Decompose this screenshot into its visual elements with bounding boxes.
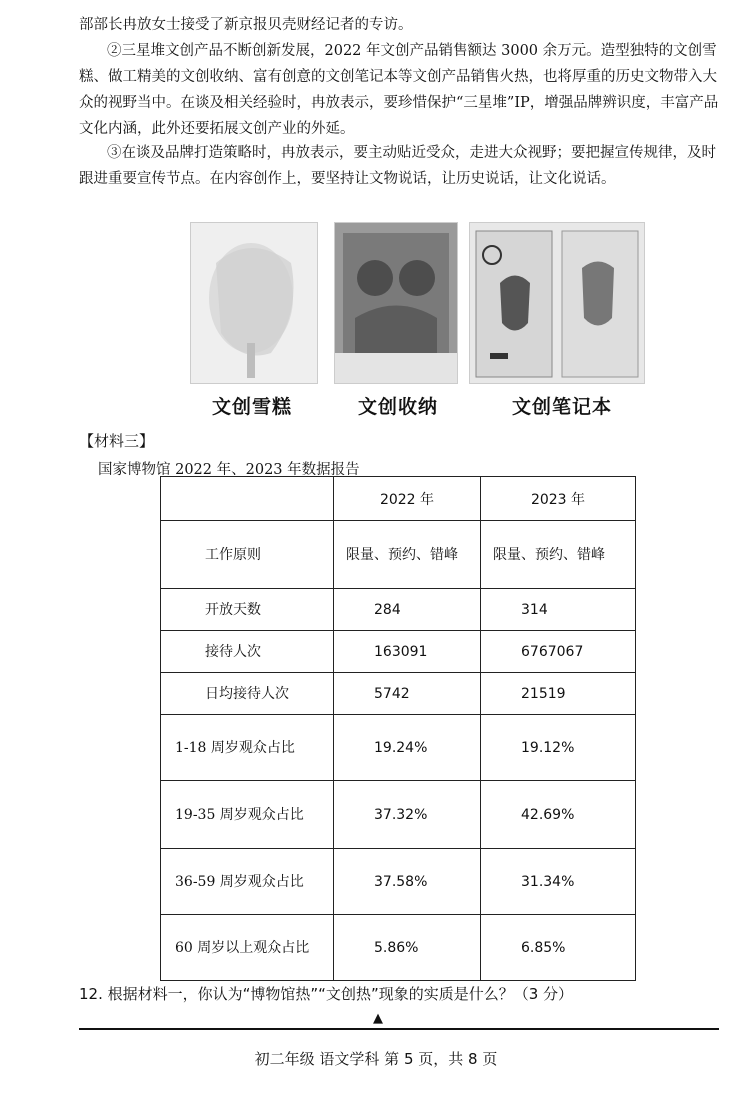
cell-2022: 5.86% — [334, 915, 481, 981]
header-cell-empty — [161, 477, 334, 521]
storage-box-photo — [334, 222, 458, 384]
table-row — [161, 915, 636, 981]
notebook-photo — [469, 222, 645, 384]
row-label: 工作原则 — [161, 521, 334, 589]
cell-2023: 限量、预约、错峰 — [481, 521, 636, 589]
table-row — [161, 631, 636, 673]
continue-triangle-icon: ▲ — [373, 1011, 383, 1026]
table-row — [161, 715, 636, 781]
cell-2022: 163091 — [334, 631, 481, 673]
table-row — [161, 781, 636, 849]
ice-cream-photo — [190, 222, 318, 384]
table-row — [161, 521, 636, 589]
cell-2022: 37.32% — [334, 781, 481, 849]
header-cell-2022: 2022 年 — [334, 477, 481, 521]
caption-notebook: 文创笔记本 — [512, 396, 613, 418]
paragraph-2: ②三星堆文创产品不断创新发展，2022 年文创产品销售额达 3000 余万元。造型独特的文创雪糕、做工精美的文创收纳、富有创意的文创笔记本等文创产品销售火热，也将厚重的历史文物带入大众的视野当中。在谈及相关经验时，冉放表示，要珍惜保护“三星堆”IP，增强品牌辨识度，丰富产品文化内涵，此外还要拓展文创产业的外延。 — [79, 43, 719, 137]
report-title: 国家博物馆 2022 年、2023 年数据报告 — [98, 462, 360, 478]
row-label: 日均接待人次 — [161, 673, 334, 715]
cell-2022: 37.58% — [334, 849, 481, 915]
cell-2022: 限量、预约、错峰 — [334, 521, 481, 589]
divider — [79, 1028, 719, 1030]
cell-2023: 21519 — [481, 673, 636, 715]
table-header-row — [161, 477, 636, 521]
row-label: 36-59 周岁观众占比 — [161, 849, 334, 915]
header-cell-2023: 2023 年 — [481, 477, 636, 521]
cell-2023: 42.69% — [481, 781, 636, 849]
table-row — [161, 849, 636, 915]
table-row — [161, 589, 636, 631]
caption-ice-cream: 文创雪糕 — [212, 396, 293, 418]
table-row — [161, 673, 636, 715]
page-footer: 初二年级 语文学科 第 5 页，共 8 页 — [254, 1050, 498, 1068]
row-label: 接待人次 — [161, 631, 334, 673]
cell-2023: 6767067 — [481, 631, 636, 673]
row-label: 开放天数 — [161, 589, 334, 631]
cell-2022: 19.24% — [334, 715, 481, 781]
cell-2022: 284 — [334, 589, 481, 631]
cell-2023: 314 — [481, 589, 636, 631]
cell-2022: 5742 — [334, 673, 481, 715]
cell-2023: 6.85% — [481, 915, 636, 981]
cell-2023: 31.34% — [481, 849, 636, 915]
intro-line: 部部长冉放女士接受了新京报贝壳财经记者的专访。 — [79, 17, 413, 33]
row-label: 19-35 周岁观众占比 — [161, 781, 334, 849]
data-table — [160, 476, 636, 981]
product-photos — [186, 222, 646, 387]
question-12: 12. 根据材料一，你认为“博物馆热”“文创热”现象的实质是什么？（3 分） — [79, 985, 574, 1003]
caption-storage: 文创收纳 — [358, 396, 439, 418]
cell-2023: 19.12% — [481, 715, 636, 781]
row-label: 60 周岁以上观众占比 — [161, 915, 334, 981]
row-label: 1-18 周岁观众占比 — [161, 715, 334, 781]
section-heading: 【材料三】 — [79, 432, 155, 450]
paragraph-3: ③在谈及品牌打造策略时，冉放表示，要主动贴近受众，走进大众视野；要把握宣传规律，及时跟进重要宣传节点。在内容创作上，要坚持让文物说话，让历史说话，让文化说话。 — [79, 145, 716, 187]
